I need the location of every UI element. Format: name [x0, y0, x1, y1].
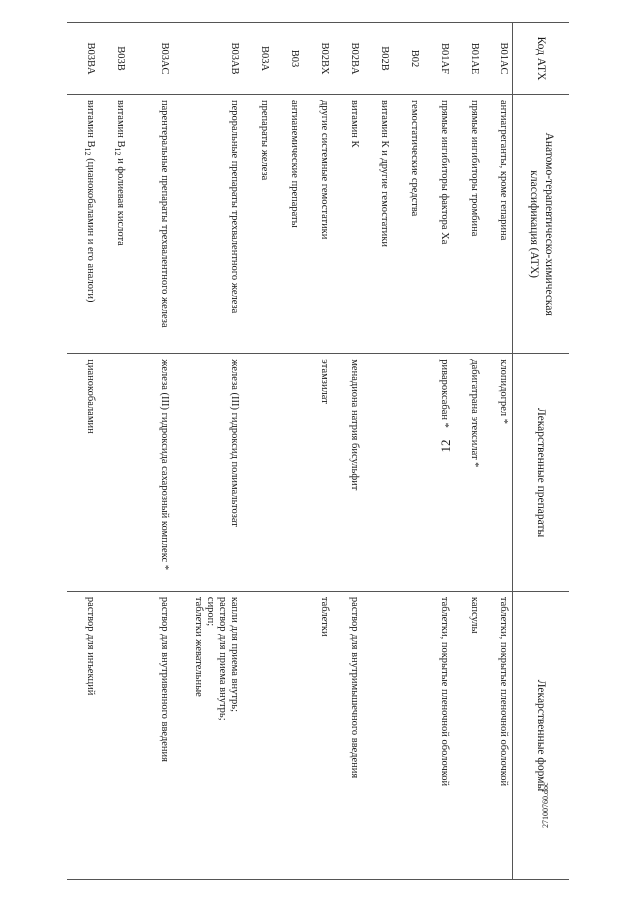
table-row [67, 23, 99, 880]
classification-cell: антианемические препараты [273, 95, 303, 354]
form-cell [99, 591, 129, 879]
drug-cell: ривароксабан * [423, 354, 453, 592]
classification-cell: прямые ингибиторы фактора Xa [423, 95, 453, 354]
form-cell: таблетки [303, 591, 333, 879]
table-row [99, 23, 129, 880]
classification-cell: пероральные препараты трехвалентного железа [173, 95, 243, 354]
classification-text: (цианокобаламин и его аналоги) [85, 155, 96, 303]
drug-cell: дабигатрана этексилат * [453, 354, 483, 592]
vitamin-subscript: 12 [82, 147, 92, 156]
drug-cell [243, 354, 273, 592]
table-row [453, 23, 483, 880]
drug-cell: менадиона натрия бисульфит [333, 354, 363, 592]
page-number: 12 [438, 439, 453, 453]
form-cell [243, 591, 273, 879]
form-cell: таблетки, покрытые пленочной оболочкой [423, 591, 453, 879]
atc-code-cell: B03 [273, 23, 303, 95]
table-row [423, 23, 453, 880]
form-cell: таблетки, покрытые пленочной оболочкой [483, 591, 513, 879]
drug-cell [273, 354, 303, 592]
form-cell: раствор для внутримышечного введения [333, 591, 363, 879]
drug-cell: клопидогрел * [483, 354, 513, 592]
classification-cell: парентеральные препараты трехвалентного железа [129, 95, 173, 354]
table-row [173, 23, 243, 880]
file-name-footer: 27100760.doc [541, 782, 550, 828]
atc-code-cell: B02BA [333, 23, 363, 95]
atc-code-cell: B02 [393, 23, 423, 95]
classification-cell: прямые ингибиторы тромбина [453, 95, 483, 354]
drug-cell [99, 354, 129, 592]
classification-cell: витамин К [333, 95, 363, 354]
table-row [393, 23, 423, 880]
form-cell: капли для приема внутрь; раствор для приема внутрь; сироп; таблетки жевательные [173, 591, 243, 879]
classification-cell: антиагреганты, кроме гепарина [483, 95, 513, 354]
atc-code-cell: B02B [363, 23, 393, 95]
header-forms: Лекарственные формы [513, 591, 569, 879]
drug-cell: железа (III) гидроксид полимальтозат [173, 354, 243, 592]
atc-code-cell: B03AB [173, 23, 243, 95]
atc-code-cell: B01AF [423, 23, 453, 95]
table-row [243, 23, 273, 880]
drug-cell [363, 354, 393, 592]
table-row [333, 23, 363, 880]
classification-text: витамин B [115, 100, 126, 148]
classification-cell [99, 95, 129, 354]
classification-cell [67, 95, 99, 354]
classification-cell: другие системные гемостатики [303, 95, 333, 354]
rotated-table-container [82, 22, 569, 880]
header-classification: Анатомо-терапевтическо-химическая классификация (АТХ) [513, 95, 569, 354]
table-row [129, 23, 173, 880]
atc-drug-table [67, 22, 569, 880]
classification-cell: гемостатические средства [393, 95, 423, 354]
atc-code-cell: B03B [99, 23, 129, 95]
classification-text: и фолиевая кислота [115, 155, 126, 246]
atc-code-cell: B03BA [67, 23, 99, 95]
classification-cell: препараты железа [243, 95, 273, 354]
form-cell [363, 591, 393, 879]
header-drugs: Лекарственные препараты [513, 354, 569, 592]
drug-cell: железа (III) гидроксида сахарозный комплекс * [129, 354, 173, 592]
form-cell [393, 591, 423, 879]
header-code: Код АТХ [513, 23, 569, 95]
classification-cell: витамин К и другие гемостатики [363, 95, 393, 354]
atc-code-cell: B03AC [129, 23, 173, 95]
vitamin-subscript: 12 [112, 147, 122, 156]
drug-cell [393, 354, 423, 592]
atc-code-cell: B02BX [303, 23, 333, 95]
form-cell [273, 591, 303, 879]
atc-code-cell: B01AE [453, 23, 483, 95]
table-row [303, 23, 333, 880]
drug-cell: цианокобаламин [67, 354, 99, 592]
form-cell: капсулы [453, 591, 483, 879]
form-cell: раствор для инъекций [67, 591, 99, 879]
table-row [483, 23, 513, 880]
table-row [363, 23, 393, 880]
drug-cell: этамзилат [303, 354, 333, 592]
atc-code-cell: B01AC [483, 23, 513, 95]
table-row [273, 23, 303, 880]
classification-text: витамин B [85, 100, 96, 148]
atc-code-cell: B03A [243, 23, 273, 95]
form-cell: раствор для внутривенного введения [129, 591, 173, 879]
